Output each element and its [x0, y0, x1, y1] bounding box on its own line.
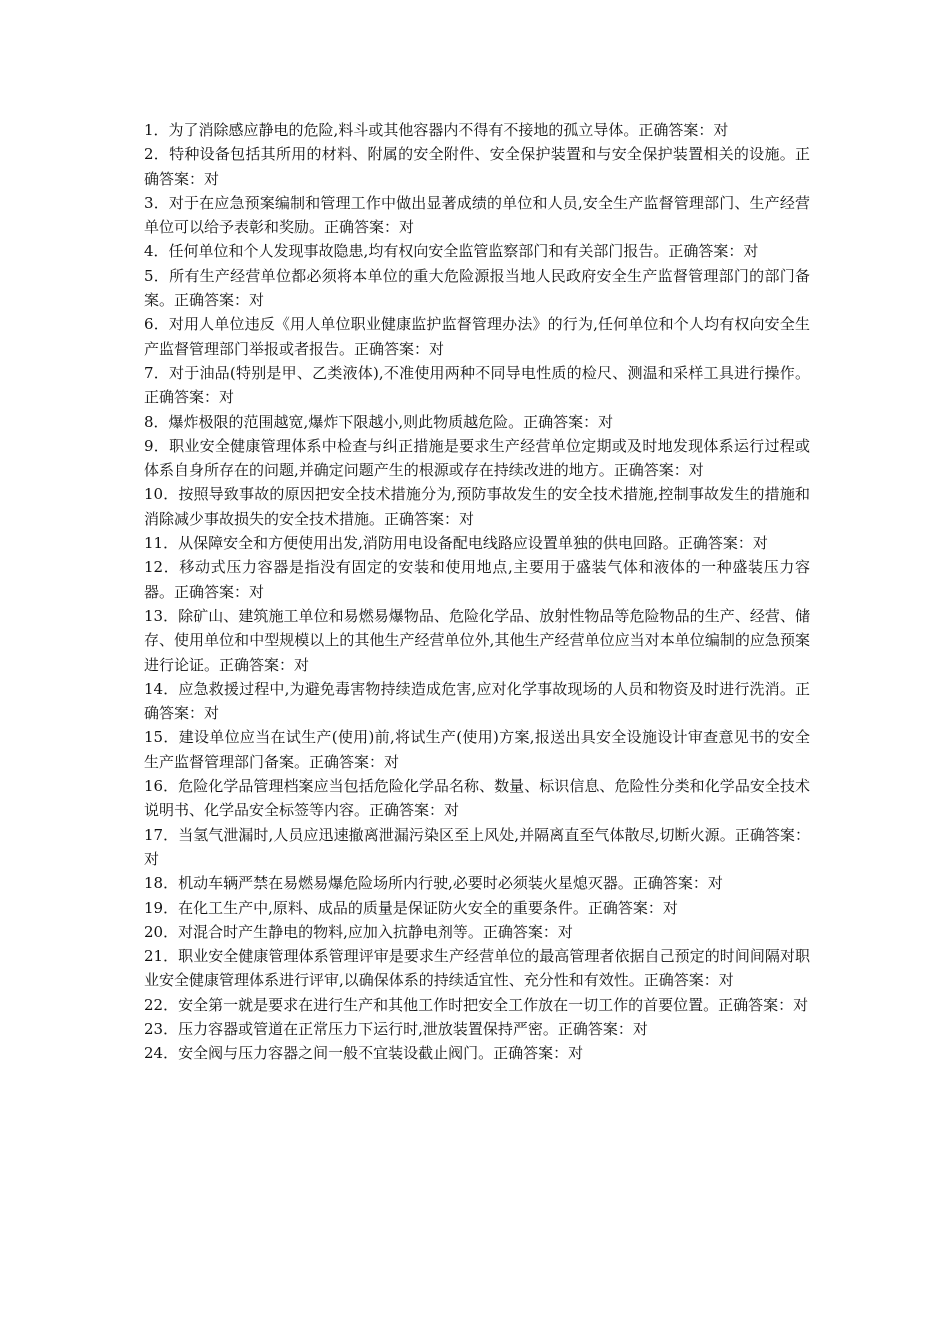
question-item: 11．从保障安全和方便使用出发,消防用电设备配电线路应设置单独的供电回路。正确答案：对	[144, 534, 768, 553]
question-item: 9．职业安全健康管理体系中检查与纠正措施是要求生产经营单位定期或及时地发现体系运行过程或体系自身所存在的问题,并确定问题产生的根源或存在持续改进的地方。正确答案：对	[144, 436, 810, 480]
question-item: 17．当氢气泄漏时,人员应迅速撤离泄漏污染区至上风处,并隔离直至气体散尽,切断火源。正确答案：对	[144, 825, 810, 868]
question-item: 24．安全阀与压力容器之间一般不宜装设截止阀门。正确答案：对	[144, 1044, 584, 1063]
question-item: 13．除矿山、建筑施工单位和易燃易爆物品、危险化学品、放射性物品等危险物品的生产、经营、储存、使用单位和中型规模以上的其他生产经营单位外,其他生产经营单位应当对本单位编制的应急预案进行论证。正确答案：对	[144, 606, 810, 674]
question-item: 12．移动式压力容器是指没有固定的安装和使用地点,主要用于盛装气体和液体的一种盛装压力容器。正确答案：对	[144, 558, 810, 601]
question-item: 19．在化工生产中,原料、成品的质量是保证防火安全的重要条件。正确答案：对	[144, 898, 678, 917]
question-item: 2．特种设备包括其所用的材料、附属的安全附件、安全保护装置和与安全保护装置相关的设施。正确答案：对	[144, 145, 810, 188]
question-item: 23．压力容器或管道在正常压力下运行时,泄放装置保持严密。正确答案：对	[144, 1019, 648, 1038]
question-item: 8．爆炸极限的范围越宽,爆炸下限越小,则此物质越危险。正确答案：对	[144, 412, 614, 431]
question-item: 5．所有生产经营单位都必须将本单位的重大危险源报当地人民政府安全生产监督管理部门的部门备案。正确答案：对	[144, 266, 810, 310]
question-item: 7．对于油品(特别是甲、乙类液体),不准使用两种不同导电性质的检尺、测温和采样工具进行操作。正确答案：对	[144, 363, 810, 407]
question-item: 10．按照导致事故的原因把安全技术措施分为,预防事故发生的安全技术措施,控制事故发生的措施和消除减少事故损失的安全技术措施。正确答案：对	[144, 485, 810, 528]
question-item: 21．职业安全健康管理体系管理评审是要求生产经营单位的最高管理者依据自己预定的时间间隔对职业安全健康管理体系进行评审,以确保体系的持续适宜性、充分性和有效性。正确答案：对	[144, 947, 810, 990]
question-item: 20．对混合时产生静电的物料,应加入抗静电剂等。正确答案：对	[144, 922, 573, 941]
document-body	[144, 118, 810, 1066]
question-item: 14．应急救援过程中,为避免毒害物持续造成危害,应对化学事故现场的人员和物资及时进行洗消。正确答案：对	[144, 679, 810, 723]
question-item: 15．建设单位应当在试生产(使用)前,将试生产(使用)方案,报送出具安全设施设计审查意见书的安全生产监督管理部门备案。正确答案：对	[144, 728, 810, 771]
question-item: 22．安全第一就是要求在进行生产和其他工作时把安全工作放在一切工作的首要位置。正确答案：对	[144, 995, 809, 1014]
question-item: 18．机动车辆严禁在易燃易爆危险场所内行驶,必要时必须装火星熄灭器。正确答案：对	[144, 874, 723, 893]
question-item: 4．任何单位和个人发现事故隐患,均有权向安全监管监察部门和有关部门报告。正确答案：对	[144, 242, 759, 261]
question-item: 16．危险化学品管理档案应当包括危险化学品名称、数量、标识信息、危险性分类和化学品安全技术说明书、化学品安全标签等内容。正确答案：对	[144, 777, 810, 820]
question-item: 1．为了消除感应静电的危险,料斗或其他容器内不得有不接地的孤立导体。正确答案：对	[144, 121, 729, 139]
question-item: 6．对用人单位违反《用人单位职业健康监护监督管理办法》的行为,任何单位和个人均有权向安全生产监督管理部门举报或者报告。正确答案：对	[144, 315, 810, 358]
question-item: 3．对于在应急预案编制和管理工作中做出显著成绩的单位和人员,安全生产监督管理部门、生产经营单位可以给予表彰和奖励。正确答案：对	[144, 193, 810, 237]
